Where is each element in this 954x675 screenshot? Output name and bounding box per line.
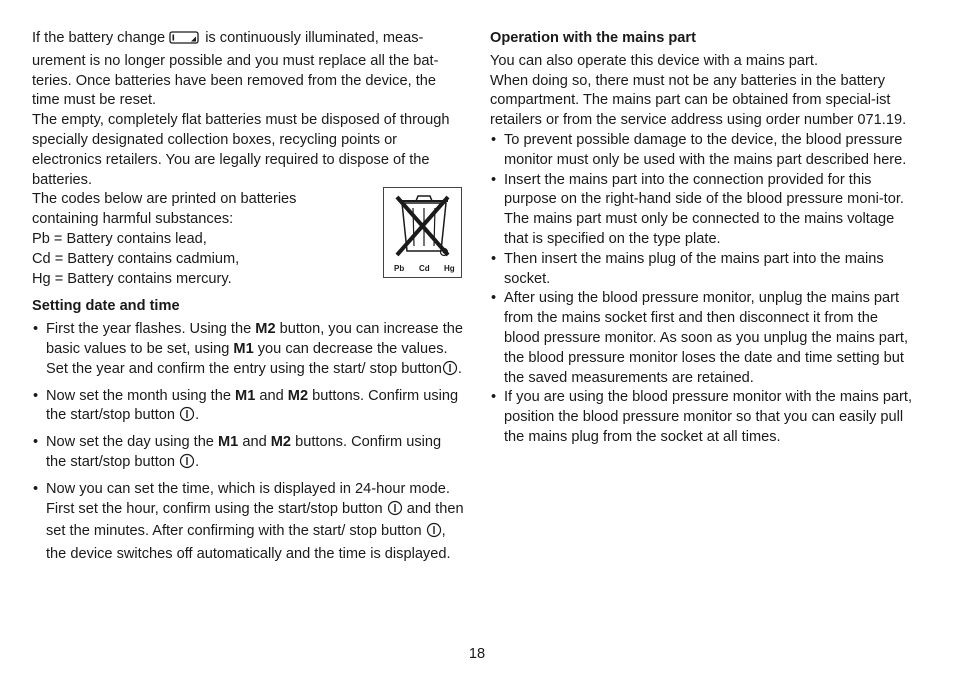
list-item: • To prevent possible damage to the device, the blood pressure monitor must only be used with the mains part described here.: [490, 131, 914, 171]
bin-label-hg: Hg: [444, 264, 455, 274]
battery-change-icon: [169, 30, 201, 52]
setting-steps-list: [32, 320, 464, 565]
list-item: • After using the blood pressure monitor, unplug the mains part from the mains socket first and then disconnect it from the blood pressure monitor. As soon as you unplug the mains part, the blood pressure monitor loses the date and time setting but the saved measurements are retained.: [490, 289, 914, 388]
bin-label-cd: Cd: [419, 264, 430, 274]
disposal-paragraph: The empty, completely flat batteries must be disposed of through specially designated collection boxes, recycling points or electronics retailers. You are legally required to dispose of the batteries.: [32, 112, 450, 188]
start-stop-button-icon: [442, 360, 458, 383]
left-column: [32, 29, 464, 565]
m2-button-label: M2: [255, 321, 276, 338]
list-item: • Now you can set the time, which is displayed in 24-hour mode. First set the hour, confirm using the start/stop button and then set the minutes. After confirming with the start/ stop button , the device switches off automatically and the time is displayed.: [32, 480, 464, 565]
m2-button-label: M2: [287, 387, 309, 404]
code-cd: Cd = Battery contains cadmium,: [32, 250, 240, 267]
battery-warning-paragraph: If the battery change is continuously illuminated, meas-urement is no longer possible and you must replace all the bat-teries. Once batteries have been removed from the device, the time must be reset.: [32, 30, 439, 109]
list-item: • Now set the month using the M1 and M2 buttons. Confirm using the start/stop button .: [32, 387, 464, 430]
list-item: • First the year flashes. Using the M2 button, you can increase the basic values to be set, using M1 you can decrease the values. Set the year and confirm the entry using the start/ stop button .: [32, 320, 464, 382]
page-number: 18: [468, 646, 486, 662]
list-item: • Now set the day using the M1 and M2 buttons. Confirm using the start/stop button .: [32, 433, 464, 476]
battery-codes-block: [32, 190, 464, 289]
start-stop-button-icon: [426, 522, 442, 545]
m1-button-label: M1: [233, 340, 254, 357]
start-stop-button-icon: [387, 500, 403, 523]
start-stop-button-icon: [179, 453, 195, 476]
crossed-out-bin-icon: [383, 187, 462, 278]
m1-button-label: M1: [218, 434, 239, 451]
code-pb: Pb = Battery contains lead,: [32, 230, 207, 247]
mains-intro-paragraph: You can also operate this device with a mains part.: [490, 52, 819, 69]
start-stop-button-icon: [179, 406, 195, 429]
setting-date-time-heading: Setting date and time: [32, 298, 180, 315]
bin-label-pb: Pb: [394, 264, 405, 274]
codes-intro: The codes below are printed on batteries containing harmful substances:: [32, 191, 297, 228]
m1-button-label: M1: [235, 387, 256, 404]
mains-part-heading: Operation with the mains part: [490, 30, 696, 46]
mains-battery-paragraph: When doing so, there must not be any batteries in the battery compartment. The mains part can be obtained from special-ist retailers or from the service address using order number 071.19.: [490, 72, 907, 129]
list-item: • If you are using the blood pressure monitor with the mains part, position the blood pressure monitor so that you can easily pull the mains plug from the socket at all times.: [490, 388, 914, 447]
right-column: [490, 29, 914, 448]
list-item: • Insert the mains part into the connection provided for this purpose on the right-hand side of the blood pressure moni-tor. The mains part must only be connected to the mains voltage that is specified on the type plate.: [490, 171, 914, 250]
list-item: • Then insert the mains plug of the mains part into the mains socket.: [490, 250, 914, 290]
m2-button-label: M2: [270, 434, 292, 451]
code-hg: Hg = Battery contains mercury.: [32, 270, 232, 287]
mains-instructions-list: [490, 131, 914, 448]
